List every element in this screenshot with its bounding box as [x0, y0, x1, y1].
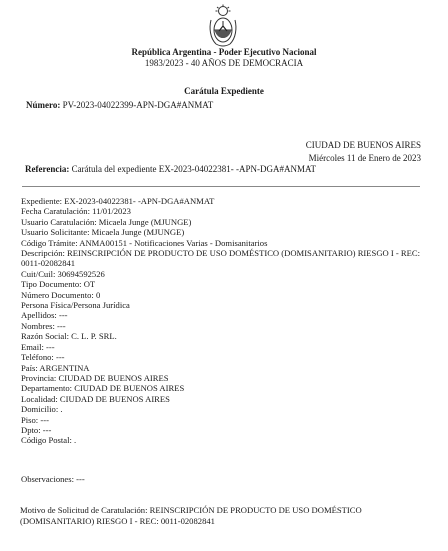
field-descripcion: Descripción: REINSCRIPCIÓN DE PRODUCTO DE USO DOMÉSTICO (DOMISANITARIO) RIESGO I - REC: 0011-02082841: [21, 248, 420, 269]
field-usuario-solicitante: Usuario Solicitante: Micaela Junge (MJUNGE): [21, 227, 185, 238]
document-number: [26, 100, 213, 110]
document-number-label: Número:: [26, 100, 61, 110]
field-codigo-tramite: Código Trámite: ANMA00151 - Notificaciones Varias - Domisanitarios: [21, 237, 268, 248]
field-fecha-caratulacion: Fecha Caratulación: 11/01/2023: [21, 206, 131, 217]
reference-label: Referencia:: [25, 164, 70, 174]
header-subtitle: 1983/2023 - 40 AÑOS DE DEMOCRACIA: [144, 58, 304, 68]
field-usuario-caratulacion: Usuario Caratulación: Micaela Junge (MJUNGE): [21, 216, 192, 227]
document-number-value: PV-2023-04022399-APN-DGA#ANMAT: [62, 100, 214, 110]
field-tipo-documento: Tipo Documento: OT: [21, 279, 96, 290]
divider: [22, 186, 420, 187]
field-pais: País: ARGENTINA: [21, 362, 90, 373]
field-numero-documento: Número Documento: 0: [21, 289, 101, 300]
field-dpto: Dpto: ---: [21, 424, 52, 435]
reference: [25, 164, 316, 174]
header-title: República Argentina - Poder Ejecutivo Nacional: [131, 47, 317, 57]
document-title: Carátula Expediente: [184, 86, 264, 96]
field-nombres: Nombres: ---: [21, 320, 66, 331]
field-codigo-postal: Código Postal: .: [21, 435, 77, 446]
field-persona: Persona Física/Persona Jurídica: [21, 300, 130, 311]
request-reason: Motivo de Solicitud de Caratulación: REINSCRIPCIÓN DE PRODUCTO DE USO DOMÉSTICO (DOMISANITARIO) RIESGO I - REC: 0011-02082841: [20, 505, 362, 526]
place: CIUDAD DE BUENOS AIRES: [305, 140, 421, 150]
field-telefono: Teléfono: ---: [21, 352, 65, 363]
field-expediente: Expediente: EX-2023-04022381- -APN-DGA#ANMAT: [21, 196, 215, 206]
field-email: Email: ---: [21, 341, 55, 352]
date: Miércoles 11 de Enero de 2023: [308, 153, 421, 163]
field-domicilio: Domicilio: .: [21, 404, 63, 415]
coat-of-arms-icon: [207, 4, 239, 48]
field-departamento: Departamento: CIUDAD DE BUENOS AIRES: [21, 383, 185, 394]
field-localidad: Localidad: CIUDAD DE BUENOS AIRES: [21, 393, 170, 404]
reference-value: Carátula del expediente EX-2023-04022381- -APN-DGA#ANMAT: [71, 164, 317, 174]
record-fields: [21, 196, 426, 446]
field-piso: Piso: ---: [21, 414, 49, 425]
observations: Observaciones: ---: [21, 474, 85, 484]
field-provincia: Provincia: CIUDAD DE BUENOS AIRES: [21, 372, 169, 383]
field-apellidos: Apellidos: ---: [21, 310, 68, 321]
field-cuit: Cuit/Cuil: 30694592526: [21, 268, 105, 279]
field-razon-social: Razón Social: C. L. P. SRL.: [21, 331, 117, 342]
